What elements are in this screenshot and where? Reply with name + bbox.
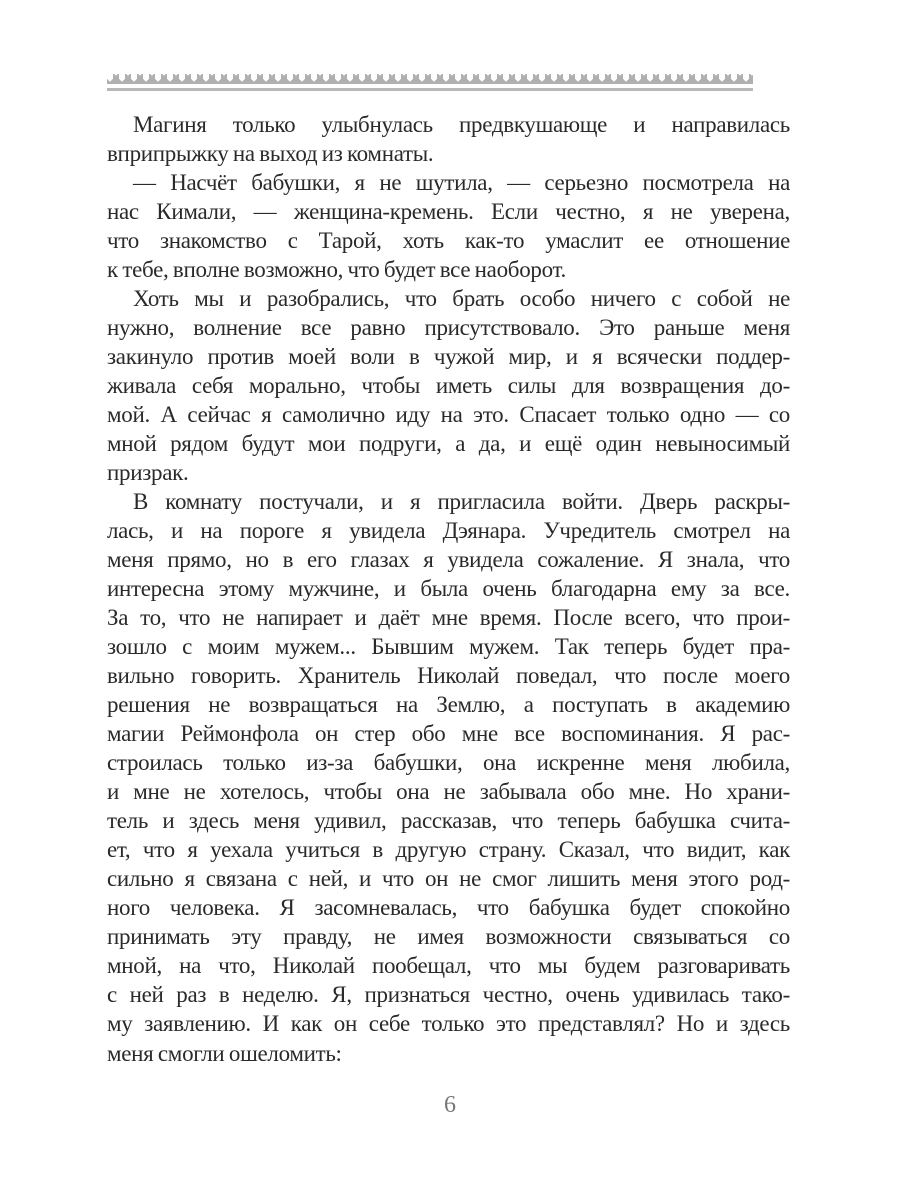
text-line: интересна этому мужчине, и была очень благодарна ему за все.	[107, 576, 790, 602]
text-line: с ней раз в неделю. Я, признаться честно, очень удивилась тако-	[107, 982, 790, 1008]
text-line: закинуло против моей воли в чужой мир, и я всячески поддер-	[107, 344, 790, 370]
text-line: ет, что я уехала учиться в другую страну. Сказал, что видит, как	[107, 837, 790, 863]
text-line: вильно говорить. Хранитель Николай поведал, что после моего	[107, 663, 790, 689]
text-line: — Насчёт бабушки, я не шутила, — серьезно посмотрела на	[133, 170, 790, 196]
text-line: к тебе, вполне возможно, что будет все наоборот.	[107, 257, 566, 283]
text-line: сильно я связана с ней, и что он не смог лишить меня этого род-	[107, 866, 790, 892]
header-ornament-triangles	[107, 74, 753, 84]
paragraph	[107, 110, 790, 168]
text-line: зошло с моим мужем... Бывшим мужем. Так теперь будет пра-	[107, 634, 790, 660]
header-rule	[107, 88, 753, 91]
text-line: строилась только из-за бабушки, она искренне меня любила,	[107, 750, 790, 776]
text-line: нужно, волнение все равно присутствовало. Это раньше меня	[107, 315, 790, 341]
text-line: магии Реймонфола он стер обо мне все воспоминания. Я рас-	[107, 721, 790, 747]
text-line: меня прямо, но в его глазах я увидела сожаление. Я знала, что	[107, 547, 790, 573]
paragraph	[107, 168, 790, 284]
text-line: лась, и на пороге я увидела Дэянара. Учредитель смотрел на	[107, 518, 790, 544]
text-line: и мне не хотелось, чтобы она не забывала обо мне. Но храни-	[107, 779, 790, 805]
text-line: мой. А сейчас я самолично иду на это. Спасает только одно — со	[107, 402, 790, 428]
text-line: За то, что не напирает и даёт мне время. После всего, что прои-	[107, 605, 790, 631]
paragraph	[107, 487, 790, 1067]
text-line: мной, на что, Николай пообещал, что мы будем разговаривать	[107, 953, 790, 979]
text-line: живала себя морально, чтобы иметь силы для возвращения до-	[107, 373, 790, 399]
text-line: принимать эту правду, не имея возможности связываться со	[107, 924, 790, 950]
page-number: 6	[444, 1092, 456, 1118]
text-line: что знакомство с Тарой, хоть как-то умаслит ее отношение	[107, 228, 790, 254]
text-line: ного человека. Я засомневалась, что бабушка будет спокойно	[107, 895, 790, 921]
text-line: тель и здесь меня удивил, рассказав, что теперь бабушка счита-	[107, 808, 790, 834]
text-line: Хоть мы и разобрались, что брать особо ничего с собой не	[133, 286, 790, 312]
text-line: решения не возвращаться на Землю, а поступать в академию	[107, 692, 790, 718]
text-line: нас Кимали, — женщина-кремень. Если честно, я не уверена,	[107, 199, 790, 225]
text-line: призрак.	[107, 460, 189, 486]
paragraph	[107, 284, 790, 487]
text-line: вприпрыжку на выход из комнаты.	[107, 141, 434, 167]
text-line: В комнату постучали, и я пригласила войти. Дверь раскры-	[133, 489, 790, 515]
text-line: мной рядом будут мои подруги, а да, и ещё один невыносимый	[107, 431, 790, 457]
text-line: меня смогли ошеломить:	[107, 1040, 342, 1066]
text-line: му заявлению. И как он себе только это представлял? Но и здесь	[107, 1011, 790, 1037]
text-line: Магиня только улыбнулась предвкушающе и направилась	[133, 112, 790, 137]
page-body-text	[107, 110, 790, 1068]
